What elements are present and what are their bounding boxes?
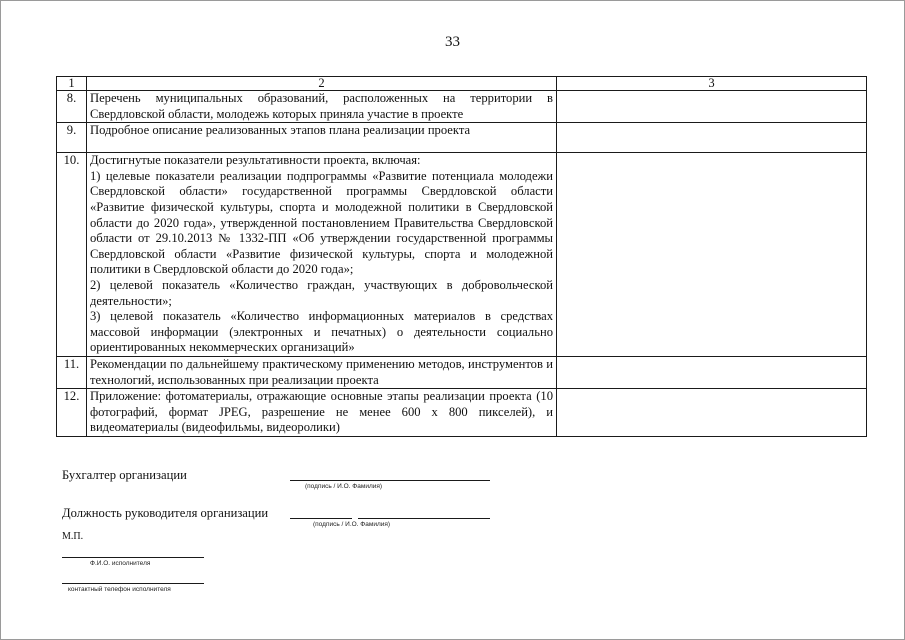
table-row-9 [57,123,867,153]
table-header-row [57,77,867,91]
accountant-signature-hint: (подпись / И.О. Фамилия) [305,483,383,490]
executor-phone-line [62,583,204,584]
row-value-cell [557,389,867,437]
row-description [87,153,557,357]
row-number: 8. [57,91,87,123]
row-description [87,389,557,437]
row-value-cell [557,153,867,357]
row-description [87,123,557,153]
row-paragraph: 3) целевой показатель «Количество информационных материалов в средствах массовой информации (электронных и печатных) о деятельности социально ориентированных некоммерческих организаций» [90,309,553,355]
table-row-10 [57,153,867,357]
row-number: 9. [57,123,87,153]
executor-name-hint: Ф.И.О. исполнителя [90,560,151,567]
stamp-label: М.П. [62,531,84,542]
row-paragraph: 1) целевые показатели реализации подпрограммы «Развитие потенциала молодежи Свердловской области» государственной программы Свердловской области «Развитие физической культуры, спорта и молодежной политики в Свердловской области до 2020 года», утвержденной постановлением Правительства Свердловской области от 29.10.2013 № 1332-ПП «Об утверждении государственной программы Свердловской области «Развитие физической культуры, спорта и молодежной политики в Свердловской области до 2020 года»; [90,168,553,277]
report-table [56,76,867,437]
head-signature-line [290,518,352,519]
row-value-cell [557,356,867,388]
header-cell-3: 3 [557,77,867,91]
row-number: 12. [57,389,87,437]
row-paragraph: Перечень муниципальных образований, расположенных на территории в Свердловской области, молодежь которых приняла участие в проекте [90,91,553,121]
row-number: 10. [57,153,87,357]
page-number: 33 [445,34,460,50]
row-number: 11. [57,356,87,388]
row-value-cell [557,91,867,123]
table-row-11 [57,356,867,388]
row-paragraph: Достигнутые показатели результативности проекта, включая: [90,153,421,168]
head-signature-hint: (подпись / И.О. Фамилия) [313,521,391,528]
row-description [87,356,557,388]
header-cell-2: 2 [87,77,557,91]
row-paragraph: Подробное описание реализованных этапов плана реализации проекта [90,123,471,138]
row-description [87,91,557,123]
accountant-signature-line [290,480,490,481]
head-name-line [358,518,490,519]
row-paragraph: Рекомендации по дальнейшему практическому применению методов, инструментов и технологий, использованных при реализации проекта [90,356,553,387]
table-row-8 [57,91,867,123]
row-paragraph: Приложение: фотоматериалы, отражающие основные этапы реализации проекта (10 фотографий, формат JPEG, разрешение не менее 600 x 800 пикселей), и видеоматериалы (видеофильмы, видеоролики) [90,389,553,435]
header-cell-1: 1 [57,77,87,91]
executor-phone-hint: контактный телефон исполнителя [68,586,171,593]
head-position-label: Должность руководителя организации [62,506,269,520]
executor-name-line [62,557,204,558]
accountant-label: Бухгалтер организации [62,468,187,482]
row-paragraph: 2) целевой показатель «Количество граждан, участвующих в добровольческой деятельности»; [90,277,553,308]
table-row-12 [57,389,867,437]
row-value-cell [557,123,867,153]
